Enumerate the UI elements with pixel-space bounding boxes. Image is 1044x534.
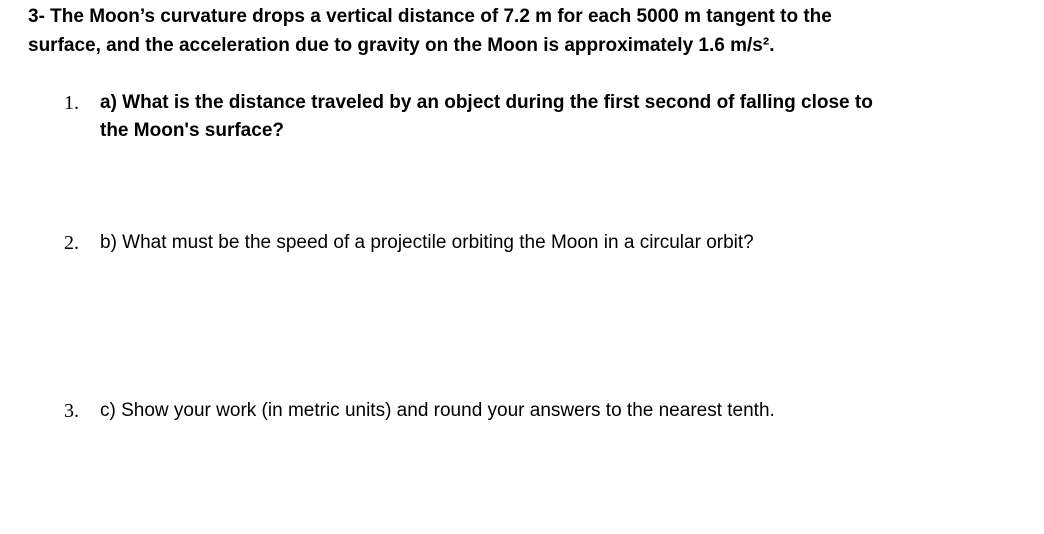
- question-item-1: [64, 89, 1004, 145]
- question-number-1: 1.: [64, 92, 79, 114]
- question-number-2: 2.: [64, 232, 79, 254]
- question-item-3: [64, 397, 1004, 425]
- problem-statement: [28, 2, 1028, 60]
- question-1-line-1: a) What is the distance traveled by an object during the first second of falling close to: [100, 92, 873, 113]
- question-1-line-2: the Moon's surface?: [100, 120, 284, 141]
- question-number-3: 3.: [64, 400, 79, 422]
- problem-statement-line-2: surface, and the acceleration due to gravity on the Moon is approximately 1.6 m/s².: [28, 35, 775, 56]
- question-text-2: b) What must be the speed of a projectile orbiting the Moon in a circular orbit?: [100, 232, 754, 253]
- question-text-1: [100, 89, 1004, 145]
- question-item-2: [64, 229, 1004, 257]
- problem-statement-line-1: 3- The Moon’s curvature drops a vertical distance of 7.2 m for each 5000 m tangent to the: [28, 6, 832, 27]
- question-text-3: c) Show your work (in metric units) and round your answers to the nearest tenth.: [100, 400, 775, 421]
